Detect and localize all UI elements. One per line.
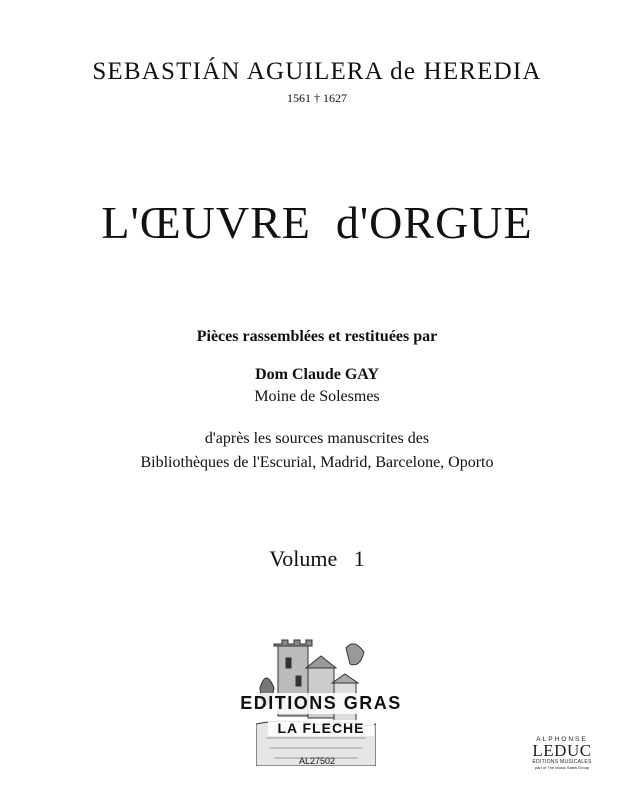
composer-name: SEBASTIÁN AGUILERA de HEREDIA	[92, 58, 542, 85]
composer-dates: 1561 † 1627	[287, 91, 347, 105]
logo-line-1: ALPHONSE	[536, 736, 588, 743]
volume-label: Volume 1	[269, 546, 365, 571]
sources-line-2: Bibliothèques de l'Escurial, Madrid, Barcelone, Oporto	[140, 454, 494, 471]
leduc-logo	[522, 736, 602, 770]
logo-line-3: ÉDITIONS MUSICALES	[532, 759, 592, 765]
publisher-city: LA FLECHE	[268, 720, 374, 736]
intro-text: Pièces rassemblées et restituées par	[196, 328, 438, 345]
publisher-name: EDITIONS GRAS	[236, 693, 406, 714]
logo-line-4: part of The Music Sales Group	[534, 765, 590, 770]
editor-role: Moine de Solesmes	[254, 388, 380, 405]
page-title: L'ŒUVRE d'ORGUE	[101, 197, 533, 248]
catalog-number: AL27502	[298, 756, 336, 766]
logo-line-2: LEDUC	[532, 741, 592, 760]
editor-name: Dom Claude GAY	[255, 366, 379, 383]
sources-line-1: d'après les sources manuscrites des	[204, 430, 430, 447]
